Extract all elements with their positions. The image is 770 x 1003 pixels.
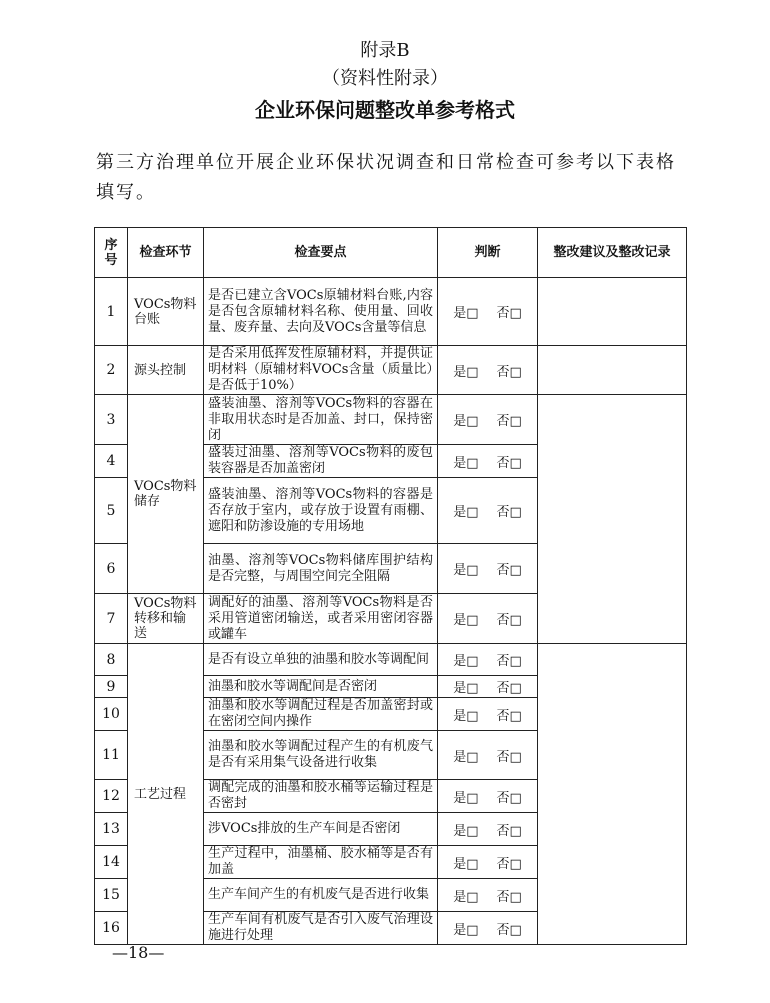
judgement-cell <box>438 478 538 544</box>
yes-checkbox[interactable]: 是□ <box>453 856 479 872</box>
judgement-cell <box>438 780 538 813</box>
check-point: 是否已建立含VOCs原辅材料台账,内容是否包含原辅材料名称、使用量、回收量、废弃量、去向及VOCs含量等信息 <box>204 278 438 346</box>
yes-checkbox[interactable]: 是□ <box>453 306 479 321</box>
header-no: 序号 <box>95 228 128 278</box>
judgement-cell <box>438 278 538 346</box>
judgement-cell <box>438 676 538 698</box>
no-checkbox[interactable]: 否□ <box>496 823 522 839</box>
judgement-cell <box>438 644 538 676</box>
yes-checkbox[interactable]: 是□ <box>453 654 479 669</box>
check-point: 油墨和胶水等调配过程产生的有机废气是否有采用集气设备进行收集 <box>204 731 438 780</box>
check-point: 油墨和胶水等调配间是否密闭 <box>204 676 438 698</box>
no-checkbox[interactable]: 否□ <box>496 414 522 429</box>
yes-checkbox[interactable]: 是□ <box>453 364 479 380</box>
check-point: 涉VOCs排放的生产车间是否密闭 <box>204 813 438 846</box>
check-point: 盛装过油墨、溶剂等VOCs物料的废包装容器是否加盖密闭 <box>204 445 438 478</box>
no-checkbox[interactable]: 否□ <box>496 613 522 628</box>
no-checkbox[interactable]: 否□ <box>496 922 522 938</box>
section-transfer: VOCs物料转移和输送 <box>128 594 204 644</box>
check-point: 是否采用低挥发性原辅材料，并提供证明材料（原辅材料VOCs含量（质量比）是否低于10%） <box>204 346 438 395</box>
no-checkbox[interactable]: 否□ <box>496 306 522 321</box>
yes-checkbox[interactable]: 是□ <box>453 414 479 429</box>
yes-checkbox[interactable]: 是□ <box>453 922 479 938</box>
judgement-cell <box>438 813 538 846</box>
intro-paragraph: 第三方治理单位开展企业环保状况调查和日常检查可参考以下表格填写。 <box>96 152 676 203</box>
row-number: 16 <box>95 912 128 945</box>
judgement-cell <box>438 698 538 731</box>
judgement-cell <box>438 445 538 478</box>
judgement-cell <box>438 346 538 395</box>
table-row <box>95 278 687 346</box>
no-checkbox[interactable]: 否□ <box>496 790 522 806</box>
section-process: 工艺过程 <box>128 644 204 945</box>
check-point: 油墨和胶水等调配过程是否加盖密封或在密闭空间内操作 <box>204 698 438 731</box>
table-row <box>95 644 687 676</box>
row-number: 13 <box>95 813 128 846</box>
yes-checkbox[interactable]: 是□ <box>453 708 479 724</box>
no-checkbox[interactable]: 否□ <box>496 364 522 380</box>
table-row <box>95 395 687 445</box>
row-number: 15 <box>95 879 128 912</box>
row-number: 10 <box>95 698 128 731</box>
section-ledger: VOCs物料台账 <box>128 278 204 346</box>
remarks-cell[interactable] <box>538 278 687 346</box>
row-number: 14 <box>95 846 128 879</box>
row-number: 8 <box>95 644 128 676</box>
check-point: 生产车间有机废气是否引入废气治理设施进行处理 <box>204 912 438 945</box>
table-row <box>95 346 687 395</box>
row-number: 1 <box>95 278 128 346</box>
section-storage: VOCs物料储存 <box>128 395 204 594</box>
yes-checkbox[interactable]: 是□ <box>453 749 479 765</box>
row-number: 12 <box>95 780 128 813</box>
no-checkbox[interactable]: 否□ <box>496 563 522 578</box>
header-judgement: 判断 <box>438 228 538 278</box>
yes-checkbox[interactable]: 是□ <box>453 455 479 471</box>
no-checkbox[interactable]: 否□ <box>496 889 522 905</box>
row-number: 7 <box>95 594 128 644</box>
row-number: 4 <box>95 445 128 478</box>
no-checkbox[interactable]: 否□ <box>496 856 522 872</box>
check-point: 盛装油墨、溶剂等VOCs物料的容器在非取用状态时是否加盖、封口，保持密闭 <box>204 395 438 445</box>
section-source-control: 源头控制 <box>128 346 204 395</box>
judgement-cell <box>438 846 538 879</box>
no-checkbox[interactable]: 否□ <box>496 749 522 765</box>
judgement-cell <box>438 395 538 445</box>
remarks-cell[interactable] <box>538 346 687 395</box>
row-number: 3 <box>95 395 128 445</box>
no-checkbox[interactable]: 否□ <box>496 505 522 520</box>
yes-checkbox[interactable]: 是□ <box>453 889 479 905</box>
check-point: 生产过程中，油墨桶、胶水桶等是否有加盖 <box>204 846 438 879</box>
yes-checkbox[interactable]: 是□ <box>453 823 479 839</box>
appendix-label: 附录B <box>360 40 410 61</box>
judgement-cell <box>438 731 538 780</box>
no-checkbox[interactable]: 否□ <box>496 708 522 724</box>
yes-checkbox[interactable]: 是□ <box>453 613 479 628</box>
document-title: 企业环保问题整改单参考格式 <box>255 98 515 122</box>
row-number: 5 <box>95 478 128 544</box>
header-remarks: 整改建议及整改记录 <box>538 228 687 278</box>
appendix-note: （资料性附录） <box>322 68 448 89</box>
header-point: 检查要点 <box>204 228 438 278</box>
no-checkbox[interactable]: 否□ <box>496 455 522 471</box>
row-number: 11 <box>95 731 128 780</box>
row-number: 2 <box>95 346 128 395</box>
remarks-cell[interactable] <box>538 395 687 644</box>
check-point: 调配好的油墨、溶剂等VOCs物料是否采用管道密闭输送，或者采用密闭容器或罐车 <box>204 594 438 644</box>
judgement-cell <box>438 544 538 594</box>
rectification-table <box>94 227 687 945</box>
yes-checkbox[interactable]: 是□ <box>453 681 479 696</box>
row-number: 6 <box>95 544 128 594</box>
header-section: 检查环节 <box>128 228 204 278</box>
judgement-cell <box>438 879 538 912</box>
page-number: —18— <box>112 943 165 962</box>
check-point: 盛装油墨、溶剂等VOCs物料的容器是否存放于室内，或存放于设置有雨棚、遮阳和防渗设施的专用场地 <box>204 478 438 544</box>
table-header-row <box>95 228 687 278</box>
yes-checkbox[interactable]: 是□ <box>453 505 479 520</box>
check-point: 油墨、溶剂等VOCs物料储库围护结构是否完整，与周围空间完全阻隔 <box>204 544 438 594</box>
yes-checkbox[interactable]: 是□ <box>453 563 479 578</box>
remarks-cell[interactable] <box>538 644 687 945</box>
check-point: 调配完成的油墨和胶水桶等运输过程是否密封 <box>204 780 438 813</box>
yes-checkbox[interactable]: 是□ <box>453 790 479 806</box>
no-checkbox[interactable]: 否□ <box>496 654 522 669</box>
judgement-cell <box>438 912 538 945</box>
no-checkbox[interactable]: 否□ <box>496 681 522 696</box>
judgement-cell <box>438 594 538 644</box>
row-number: 9 <box>95 676 128 698</box>
check-point: 生产车间产生的有机废气是否进行收集 <box>204 879 438 912</box>
check-point: 是否有设立单独的油墨和胶水等调配间 <box>204 644 438 676</box>
